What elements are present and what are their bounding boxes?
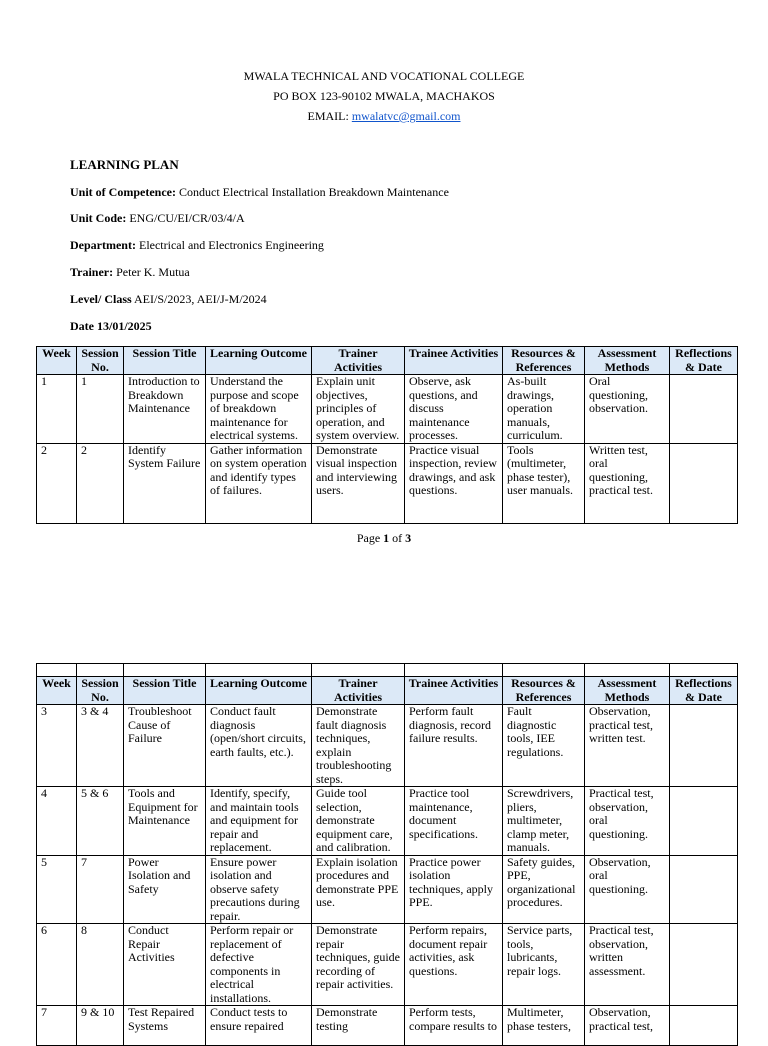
table-cell: 8 xyxy=(77,924,124,1006)
column-header: Session Title xyxy=(124,347,206,375)
table-cell: Identify System Failure xyxy=(124,443,206,523)
page-current: 1 xyxy=(383,531,390,545)
table-cell: Perform tests, compare results to xyxy=(405,1006,503,1046)
column-header: Trainee Activities xyxy=(405,347,503,375)
email-label: EMAIL: xyxy=(307,109,352,123)
table-cell: Oral questioning, observation. xyxy=(585,375,670,444)
dept-label: Department: xyxy=(70,238,136,252)
column-header: Learning Outcome xyxy=(206,347,312,375)
table-cell: 5 xyxy=(37,855,77,924)
college-address: PO BOX 123-90102 MWALA, MACHAKOS xyxy=(273,89,495,103)
column-header: Session Title xyxy=(124,677,206,705)
table-cell: Ensure power isolation and observe safety precautions during repair. xyxy=(206,855,312,924)
table-row xyxy=(37,443,738,523)
table-cell: Tools and Equipment for Maintenance xyxy=(124,787,206,856)
table-cell: Test Repaired Systems xyxy=(124,1006,206,1046)
learning-plan-table-page-2 xyxy=(36,663,738,1046)
page-middle: of xyxy=(389,531,406,545)
table-cell: Perform repair or replacement of defective components in electrical installations. xyxy=(206,924,312,1006)
learning-plan-title: LEARNING PLAN xyxy=(70,157,179,172)
table-cell: 9 & 10 xyxy=(77,1006,124,1046)
column-header: Trainee Activities xyxy=(405,677,503,705)
table-cell: 1 xyxy=(77,375,124,444)
table-cell: 5 & 6 xyxy=(77,787,124,856)
page-prefix: Page xyxy=(356,531,384,545)
table-cell: 2 xyxy=(77,443,124,523)
table-cell: Perform repairs, document repair activities, ask questions. xyxy=(405,924,503,1006)
table-cell: Demonstrate visual inspection and interviewing users. xyxy=(312,443,405,523)
table-cell: Conduct fault diagnosis (open/short circuits, earth faults, etc.). xyxy=(206,705,312,787)
column-header: Resources & References xyxy=(503,347,585,375)
trainer xyxy=(70,265,190,279)
email-link[interactable]: mwalatvc@gmail.com xyxy=(351,109,461,123)
table-cell: As-built drawings, operation manuals, curriculum. xyxy=(503,375,585,444)
table-cell: Multimeter, phase testers, xyxy=(503,1006,585,1046)
table-row xyxy=(37,787,738,856)
table-row xyxy=(37,705,738,787)
table-cell: 1 xyxy=(37,375,77,444)
table-cell xyxy=(670,705,738,787)
table-cell: Introduction to Breakdown Maintenance xyxy=(124,375,206,444)
table-cell xyxy=(670,855,738,924)
table-cell: Power Isolation and Safety xyxy=(124,855,206,924)
table-cell xyxy=(670,443,738,523)
column-header: Resources & References xyxy=(503,677,585,705)
table-cell: Conduct Repair Activities xyxy=(124,924,206,1006)
table-cell: Practice visual inspection, review drawings, and ask questions. xyxy=(405,443,503,523)
table-cell: Observe, ask questions, and discuss maintenance processes. xyxy=(405,375,503,444)
table-cell: Screwdrivers, pliers, multimeter, clamp meter, manuals. xyxy=(503,787,585,856)
table-cell xyxy=(670,1006,738,1046)
table-cell: 6 xyxy=(37,924,77,1006)
table-cell: Demonstrate repair techniques, guide recording of repair activities. xyxy=(312,924,405,1006)
column-header: Assessment Methods xyxy=(585,347,670,375)
table-cell xyxy=(670,375,738,444)
table-cell: Gather information on system operation and identify types of failures. xyxy=(206,443,312,523)
table-cell: Practice power isolation techniques, apply PPE. xyxy=(405,855,503,924)
table-cell: Written test, oral questioning, practical test. xyxy=(585,443,670,523)
unit-value: Conduct Electrical Installation Breakdown Maintenance xyxy=(178,185,449,199)
unit-code xyxy=(70,211,245,225)
column-header: Trainer Activities xyxy=(312,347,405,375)
column-header: Reflections & Date xyxy=(670,677,738,705)
page-number xyxy=(0,531,768,546)
table-cell: 3 xyxy=(37,705,77,787)
table-cell: Guide tool selection, demonstrate equipment care, and calibration. xyxy=(312,787,405,856)
table-cell: Observation, practical test, xyxy=(585,1006,670,1046)
table-cell: Conduct tests to ensure repaired xyxy=(206,1006,312,1046)
trainer-value: Peter K. Mutua xyxy=(116,265,190,279)
table-cell: Fault diagnostic tools, IEE regulations. xyxy=(503,705,585,787)
table-cell: 3 & 4 xyxy=(77,705,124,787)
table-blank-row xyxy=(37,664,738,677)
table-cell: Perform fault diagnosis, record failure results. xyxy=(405,705,503,787)
learning-plan-table-page-1 xyxy=(36,346,738,524)
dept-value: Electrical and Electronics Engineering xyxy=(138,238,324,252)
table-cell: Demonstrate testing xyxy=(312,1006,405,1046)
table-cell: 2 xyxy=(37,443,77,523)
table-header-row xyxy=(37,347,738,375)
table-cell: Safety guides, PPE, organizational procedures. xyxy=(503,855,585,924)
unit-of-competence xyxy=(70,185,449,199)
table-cell: Understand the purpose and scope of breakdown maintenance for electrical systems. xyxy=(206,375,312,444)
table-cell: Identify, specify, and maintain tools and equipment for repair and replacement. xyxy=(206,787,312,856)
level-label: Level/ Class xyxy=(70,292,132,306)
table-row xyxy=(37,855,738,924)
table-cell: Explain unit objectives, principles of operation, and system overview. xyxy=(312,375,405,444)
department xyxy=(70,238,324,252)
table-cell: Demonstrate fault diagnosis techniques, explain troubleshooting steps. xyxy=(312,705,405,787)
table-cell xyxy=(670,787,738,856)
table-row xyxy=(37,375,738,444)
table-cell: Explain isolation procedures and demonstrate PPE use. xyxy=(312,855,405,924)
level-class xyxy=(70,292,267,306)
college-email-line xyxy=(0,109,768,123)
table-cell xyxy=(670,924,738,1006)
table-cell: Observation, oral questioning. xyxy=(585,855,670,924)
table-cell: Practical test, observation, written assessment. xyxy=(585,924,670,1006)
column-header: Week xyxy=(37,677,77,705)
table-cell: Tools (multimeter, phase tester), user manuals. xyxy=(503,443,585,523)
code-label: Unit Code: xyxy=(70,211,127,225)
column-header: Assessment Methods xyxy=(585,677,670,705)
column-header: Session No. xyxy=(77,347,124,375)
column-header: Learning Outcome xyxy=(206,677,312,705)
table-cell: Service parts, tools, lubricants, repair logs. xyxy=(503,924,585,1006)
page-total: 3 xyxy=(405,531,412,545)
date-label: Date 13/01/2025 xyxy=(70,319,152,333)
level-value: AEI/S/2023, AEI/J-M/2024 xyxy=(134,292,267,306)
column-header: Session No. xyxy=(77,677,124,705)
table-row xyxy=(37,1006,738,1046)
trainer-label: Trainer: xyxy=(70,265,114,279)
column-header: Trainer Activities xyxy=(312,677,405,705)
plan-date xyxy=(70,319,152,333)
table-cell: Observation, practical test, written test. xyxy=(585,705,670,787)
table-cell: Practical test, observation, oral questioning. xyxy=(585,787,670,856)
table-row xyxy=(37,924,738,1006)
table-cell: Troubleshoot Cause of Failure xyxy=(124,705,206,787)
table-cell: Practice tool maintenance, document specifications. xyxy=(405,787,503,856)
table-cell: 7 xyxy=(37,1006,77,1046)
unit-label: Unit of Competence: xyxy=(70,185,176,199)
table-header-row xyxy=(37,677,738,705)
column-header: Reflections & Date xyxy=(670,347,738,375)
code-value: ENG/CU/EI/CR/03/4/A xyxy=(129,211,245,225)
table-cell: 4 xyxy=(37,787,77,856)
table-cell: 7 xyxy=(77,855,124,924)
column-header: Week xyxy=(37,347,77,375)
college-name: MWALA TECHNICAL AND VOCATIONAL COLLEGE xyxy=(243,69,525,83)
